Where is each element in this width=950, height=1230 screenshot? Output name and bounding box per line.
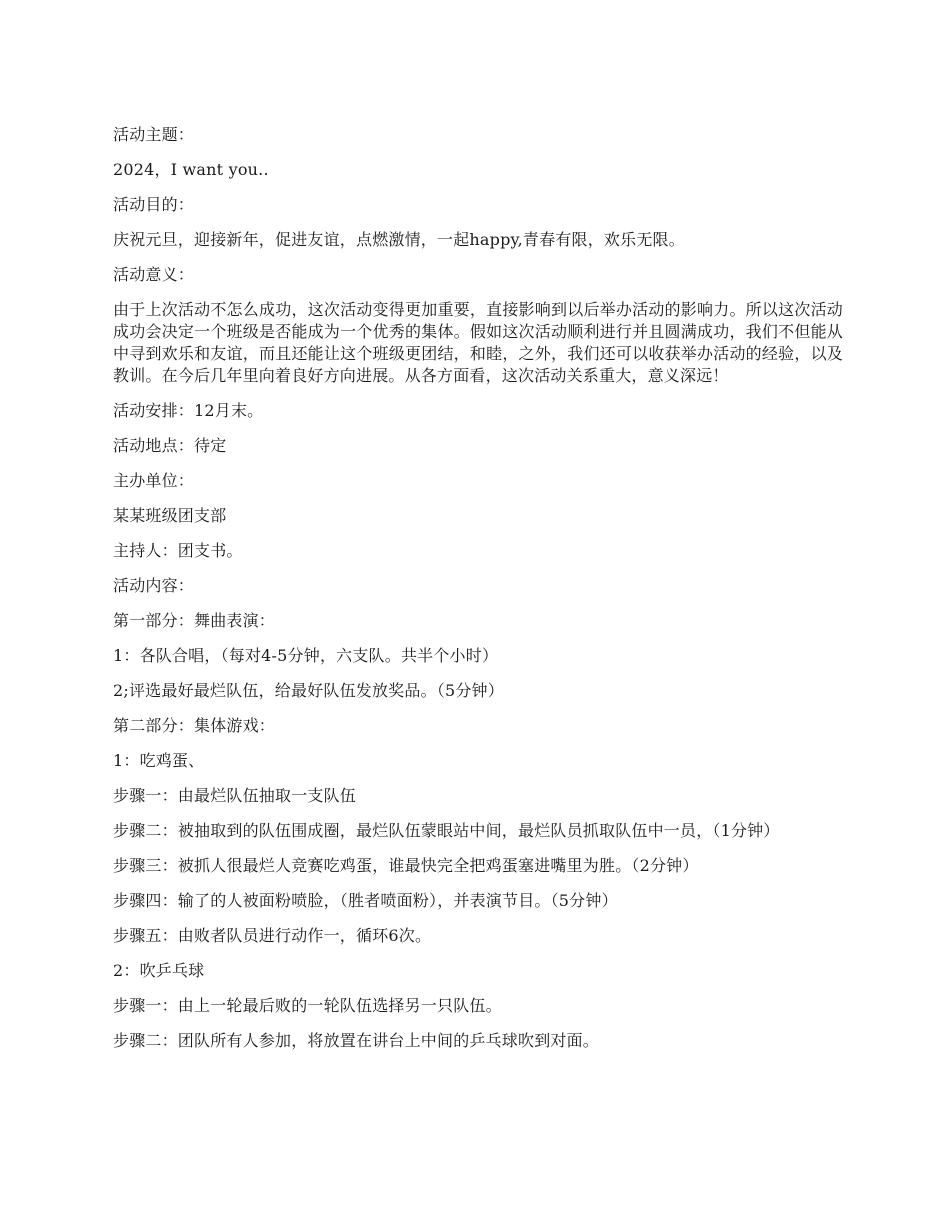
paragraph-content-label: 活动内容： xyxy=(113,576,195,595)
paragraph-game-2-step-1: 步骤一：由上一轮最后败的一轮队伍选择另一只队伍。 xyxy=(113,996,502,1015)
paragraph-game-1-step-1: 步骤一：由最烂队伍抽取一支队伍 xyxy=(113,786,357,805)
paragraph-purpose-label: 活动目的： xyxy=(113,195,195,214)
paragraph-game-1-step-2: 步骤二：被抽取到的队伍围成圈，最烂队伍蒙眼站中间，最烂队员抓取队伍中一员，（1分钟） xyxy=(113,821,780,840)
paragraph-organizer-label: 主办单位： xyxy=(113,471,195,490)
paragraph-game-1-step-3: 步骤三：被抓人很最烂人竞赛吃鸡蛋，谁最快完全把鸡蛋塞进嘴里为胜。（2分钟） xyxy=(113,856,699,875)
paragraph-significance-label: 活动意义： xyxy=(113,265,195,284)
paragraph-game-1: 1：吃鸡蛋、 xyxy=(113,751,205,770)
paragraph-schedule: 活动安排：12月末。 xyxy=(113,401,264,420)
paragraph-part-two: 第二部分：集体游戏： xyxy=(113,716,276,735)
paragraph-theme: 2024，I want you.. xyxy=(113,160,269,179)
paragraph-part-one-item-2: 2;评选最好最烂队伍，给最好队伍发放奖品。（5分钟） xyxy=(113,681,504,700)
paragraph-theme-label: 活动主题： xyxy=(113,125,195,144)
paragraph-host: 主持人：团支书。 xyxy=(113,541,243,560)
paragraph-purpose: 庆祝元旦，迎接新年，促进友谊，点燃激情，一起happy,青春有限，欢乐无限。 xyxy=(113,230,685,249)
paragraph-part-one-item-1: 1：各队合唱，（每对4-5分钟，六支队。共半个小时） xyxy=(113,646,499,665)
paragraph-game-1-step-5: 步骤五：由败者队员进行动作一，循环6次。 xyxy=(113,926,432,945)
paragraph-organizer: 某某班级团支部 xyxy=(113,506,227,525)
paragraph-game-1-step-4: 步骤四：输了的人被面粉喷脸，（胜者喷面粉），并表演节目。（5分钟） xyxy=(113,891,618,910)
paragraph-location: 活动地点：待定 xyxy=(113,436,227,455)
document-body xyxy=(113,124,843,1065)
paragraph-part-one: 第一部分：舞曲表演： xyxy=(113,611,276,630)
paragraph-game-2-step-2: 步骤二：团队所有人参加，将放置在讲台上中间的乒乓球吹到对面。 xyxy=(113,1031,600,1050)
paragraph-significance: 由于上次活动不怎么成功，这次活动变得更加重要，直接影响到以后举办活动的影响力。所以这次活动成功会决定一个班级是否能成为一个优秀的集体。假如这次活动顺利进行并且圆满成功，我们不但能从中寻到欢乐和友谊，而且还能让这个班级更团结，和睦，之外，我们还可以收获举办活动的经验，以及教训。在今后几年里向着良好方向进展。从各方面看，这次活动关系重大，意义深远！ xyxy=(113,300,843,385)
paragraph-game-2: 2：吹乒乓球 xyxy=(113,961,205,980)
